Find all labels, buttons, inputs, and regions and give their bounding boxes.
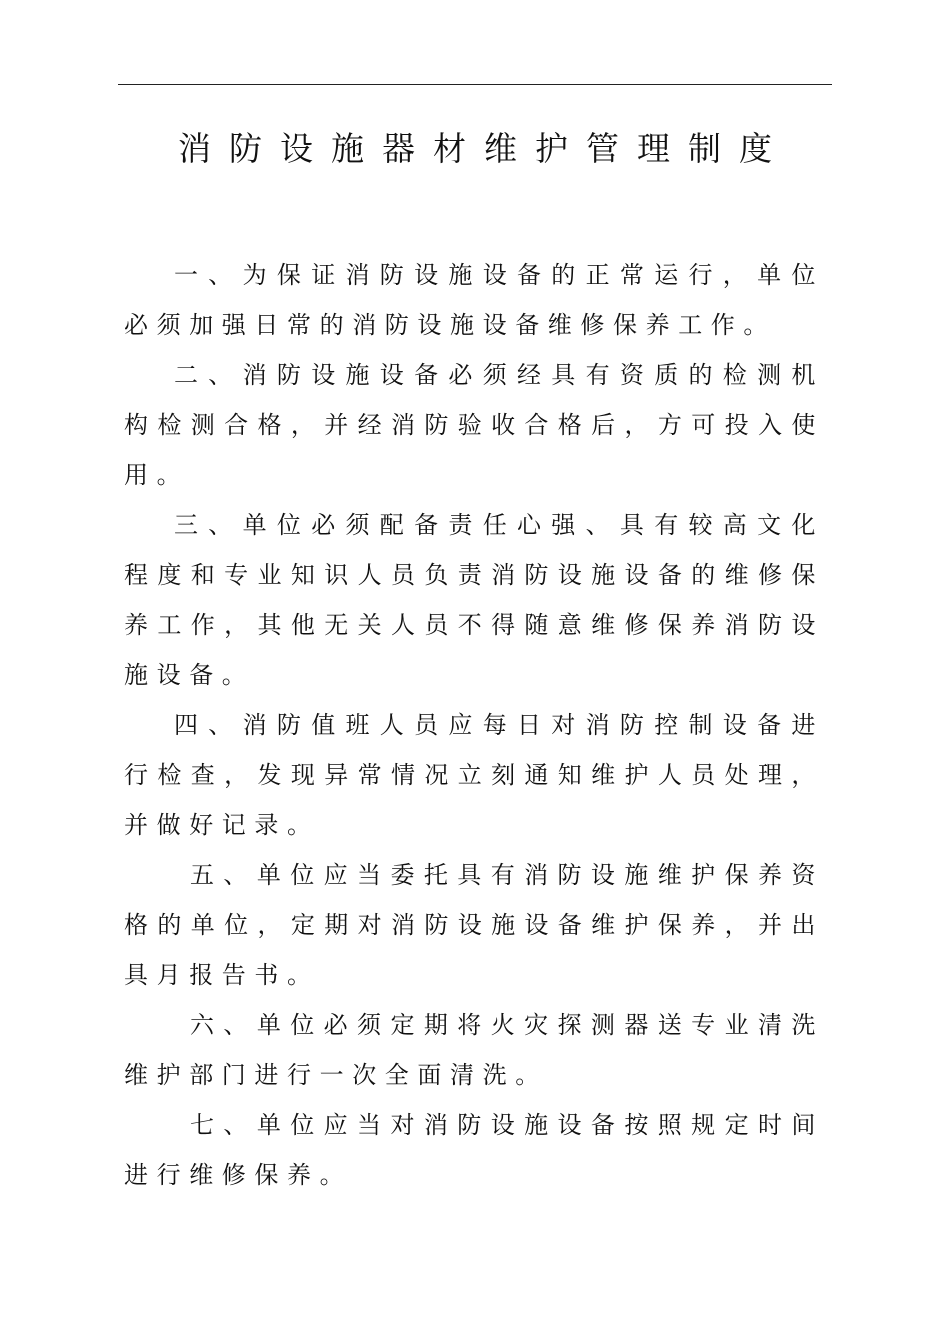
document-title: 消防设施器材维护管理制度 xyxy=(178,129,790,168)
paragraph-6: 六、单位必须定期将火灾探测器送专业清洗维护部门进行一次全面清洗。 xyxy=(124,1011,824,1089)
paragraph-2: 二、消防设施设备必须经具有资质的检测机构检测合格，并经消防验收合格后，方可投入使用。 xyxy=(124,361,824,489)
paragraph-1: 一、为保证消防设施设备的正常运行，单位必须加强日常的消防设施设备维修保养工作。 xyxy=(124,261,824,339)
paragraph-3: 三、单位必须配备责任心强、具有较高文化程度和专业知识人员负责消防设施设备的维修保养工作，其他无关人员不得随意维修保养消防设施设备。 xyxy=(124,511,824,689)
document-body xyxy=(124,250,824,1200)
paragraph-5: 五、单位应当委托具有消防设施维护保养资格的单位，定期对消防设施设备维护保养，并出具月报告书。 xyxy=(124,861,824,989)
header-rule xyxy=(118,84,832,85)
paragraph-7: 七、单位应当对消防设施设备按照规定时间进行维修保养。 xyxy=(124,1111,824,1189)
paragraph-4: 四、消防值班人员应每日对消防控制设备进行检查，发现异常情况立刻通知维护人员处理，并做好记录。 xyxy=(124,711,824,839)
